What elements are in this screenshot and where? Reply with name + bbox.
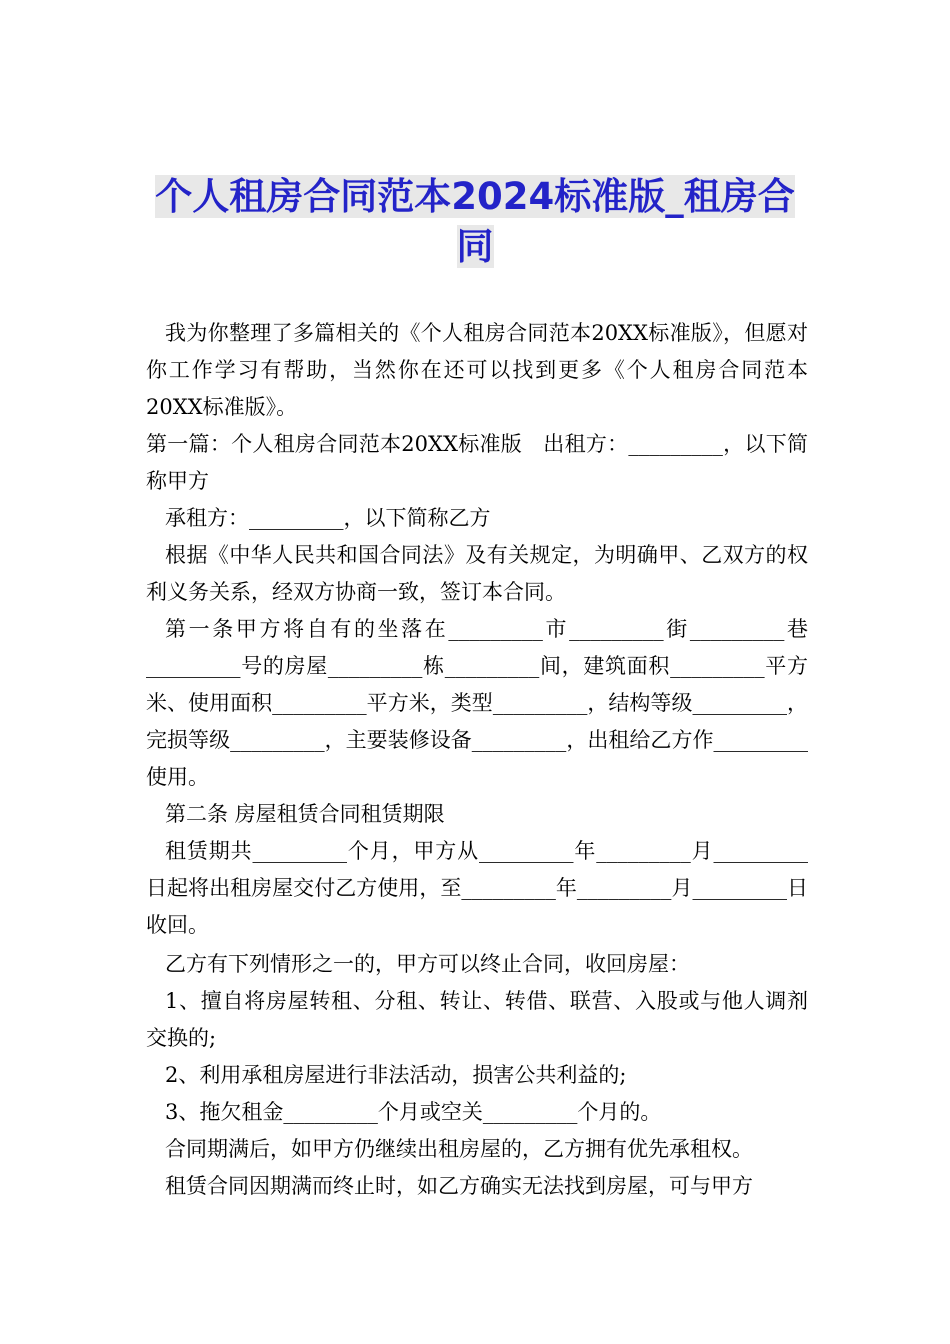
first-chapter-heading: 第一篇：个人租房合同范本20XX标准版 出租方：_________，以下简称甲方 bbox=[146, 432, 808, 493]
termination-intro: 乙方有下列情形之一的，甲方可以终止合同，收回房屋： bbox=[165, 952, 690, 976]
title-text: 个人租房合同范本2024标准版_租房合同 bbox=[155, 175, 795, 268]
expiry-paragraph: 租赁合同因期满而终止时，如乙方确实无法找到房屋，可与甲方 bbox=[165, 1174, 753, 1198]
basis-paragraph: 根据《中华人民共和国合同法》及有关规定，为明确甲、乙双方的权利义务关系，经双方协商一致，签订本合同。 bbox=[146, 543, 808, 604]
article-two-heading: 第二条 房屋租赁合同租赁期限 bbox=[165, 802, 445, 826]
document-title bbox=[140, 172, 810, 272]
lessee-line: 承租方：_________，以下简称乙方 bbox=[165, 506, 491, 530]
article-one-paragraph: 第一条甲方将自有的坐落在_________市_________街_________巷_________号的房屋_________栋_________间，建筑面积_________平方米、使用面积_________平方米，类型_________，结构等级_________，完损等级_________，主要装修设备_________，出租给乙方作_________使用。 bbox=[146, 617, 808, 789]
termination-item-2: 2、利用承租房屋进行非法活动，损害公共利益的; bbox=[165, 1063, 627, 1087]
intro-paragraph: 我为你整理了多篇相关的《个人租房合同范本20XX标准版》，但愿对你工作学习有帮助，当然你在还可以找到更多《个人租房合同范本20XX标准版》。 bbox=[146, 321, 808, 419]
termination-item-3: 3、拖欠租金_________个月或空关_________个月的。 bbox=[165, 1100, 662, 1124]
renewal-priority-paragraph: 合同期满后，如甲方仍继续出租房屋的，乙方拥有优先承租权。 bbox=[165, 1137, 753, 1161]
lease-term-paragraph: 租赁期共_________个月，甲方从_________年_________月_________日起将出租房屋交付乙方使用，至_________年_________月_________日收回。 bbox=[146, 839, 808, 937]
termination-item-1: 1、擅自将房屋转租、分租、转让、转借、联营、入股或与他人调剂交换的; bbox=[146, 989, 808, 1050]
document-body bbox=[146, 315, 808, 1205]
